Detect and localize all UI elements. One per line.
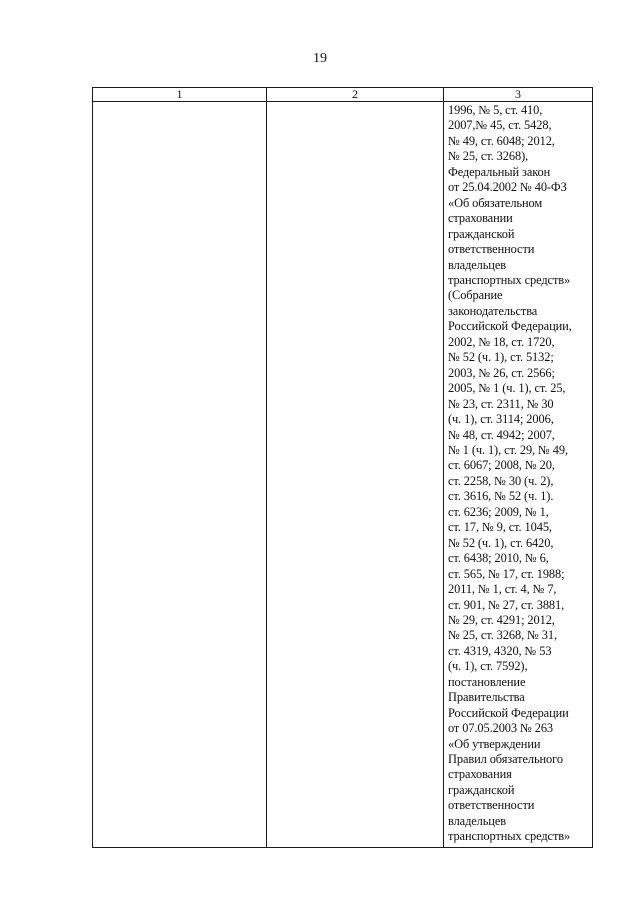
text-line: № 52 (ч. 1), ст. 6420, xyxy=(448,535,554,550)
text-line: № 29, ст. 4291; 2012, xyxy=(448,612,555,627)
text-line: страхования xyxy=(448,767,512,782)
text-line: № 25, ст. 3268, № 31, xyxy=(448,628,557,643)
text-line: № 25, ст. 3268), xyxy=(448,149,529,164)
text-line: ст. 6438; 2010, № 6, xyxy=(448,551,549,566)
text-line: от 25.04.2002 № 40-ФЗ xyxy=(448,180,567,195)
text-line: «Об утверждении xyxy=(448,736,541,751)
text-line: законодательства xyxy=(448,303,538,318)
text-line: № 49, ст. 6048; 2012, xyxy=(448,133,555,148)
table-cell-col2 xyxy=(267,102,444,848)
table-cell-col3 xyxy=(444,102,593,848)
text-line: 2002, № 18, ст. 1720, xyxy=(448,334,555,349)
document-table xyxy=(92,87,593,848)
text-line: Правительства xyxy=(448,690,525,705)
text-line: постановление xyxy=(448,674,526,689)
text-line: ст. 6067; 2008, № 20, xyxy=(448,458,555,473)
text-line: Российской Федерации xyxy=(448,705,569,720)
text-line: страховании xyxy=(448,211,513,226)
text-line: 1996, № 5, ст. 410, xyxy=(448,103,543,117)
table-header-row xyxy=(93,88,593,102)
text-line: транспортных средств» xyxy=(448,829,571,844)
text-line: (Собрание xyxy=(448,288,503,303)
column-header-3: 3 xyxy=(444,88,593,102)
text-line: «Об обязательном xyxy=(448,195,543,210)
text-line: ст. 17, № 9, ст. 1045, xyxy=(448,520,552,535)
text-line: гражданской xyxy=(448,782,515,797)
page-number: 19 xyxy=(313,51,327,66)
text-line: ст. 6236; 2009, № 1, xyxy=(448,504,549,519)
text-line: владельцев xyxy=(448,813,506,828)
text-line: (ч. 1), ст. 3114; 2006, xyxy=(448,412,554,427)
text-line: № 48, ст. 4942; 2007, xyxy=(448,427,555,442)
column-header-2: 2 xyxy=(267,88,444,102)
text-line: транспортных средств» xyxy=(448,272,571,287)
text-line: № 23, ст. 2311, № 30 xyxy=(448,396,554,411)
text-line: 2011, № 1, ст. 4, № 7, xyxy=(448,582,557,597)
column-header-1: 1 xyxy=(93,88,267,102)
text-line: № 52 (ч. 1), ст. 5132; xyxy=(448,350,554,365)
text-line: Правил обязательного xyxy=(448,752,563,767)
text-line: гражданской xyxy=(448,226,515,241)
text-line: от 07.05.2003 № 263 xyxy=(448,721,554,736)
text-line: Российской Федерации, xyxy=(448,319,572,334)
text-line: владельцев xyxy=(448,257,506,272)
text-line: ст. 3616, № 52 (ч. 1). xyxy=(448,489,554,504)
text-line: 2003, № 26, ст. 2566; xyxy=(448,365,555,380)
text-line: ответственности xyxy=(448,242,535,257)
text-line: ст. 565, № 17, ст. 1988; xyxy=(448,566,565,581)
text-line: ст. 2258, № 30 (ч. 2), xyxy=(448,473,554,488)
text-line: ст. 4319, 4320, № 53 xyxy=(448,643,552,658)
text-line: ответственности xyxy=(448,798,535,813)
text-line: 2007,№ 45, ст. 5428, xyxy=(448,118,552,133)
text-line: (ч. 1), ст. 7592), xyxy=(448,659,528,674)
text-line: Федеральный закон xyxy=(448,164,551,179)
text-line: № 1 (ч. 1), ст. 29, № 49, xyxy=(448,442,568,457)
table-cell-col1 xyxy=(93,102,267,848)
text-line: 2005, № 1 (ч. 1), ст. 25, xyxy=(448,381,566,396)
table-row xyxy=(93,102,593,848)
text-line: ст. 901, № 27, ст. 3881, xyxy=(448,597,565,612)
legal-references-text xyxy=(444,102,592,847)
